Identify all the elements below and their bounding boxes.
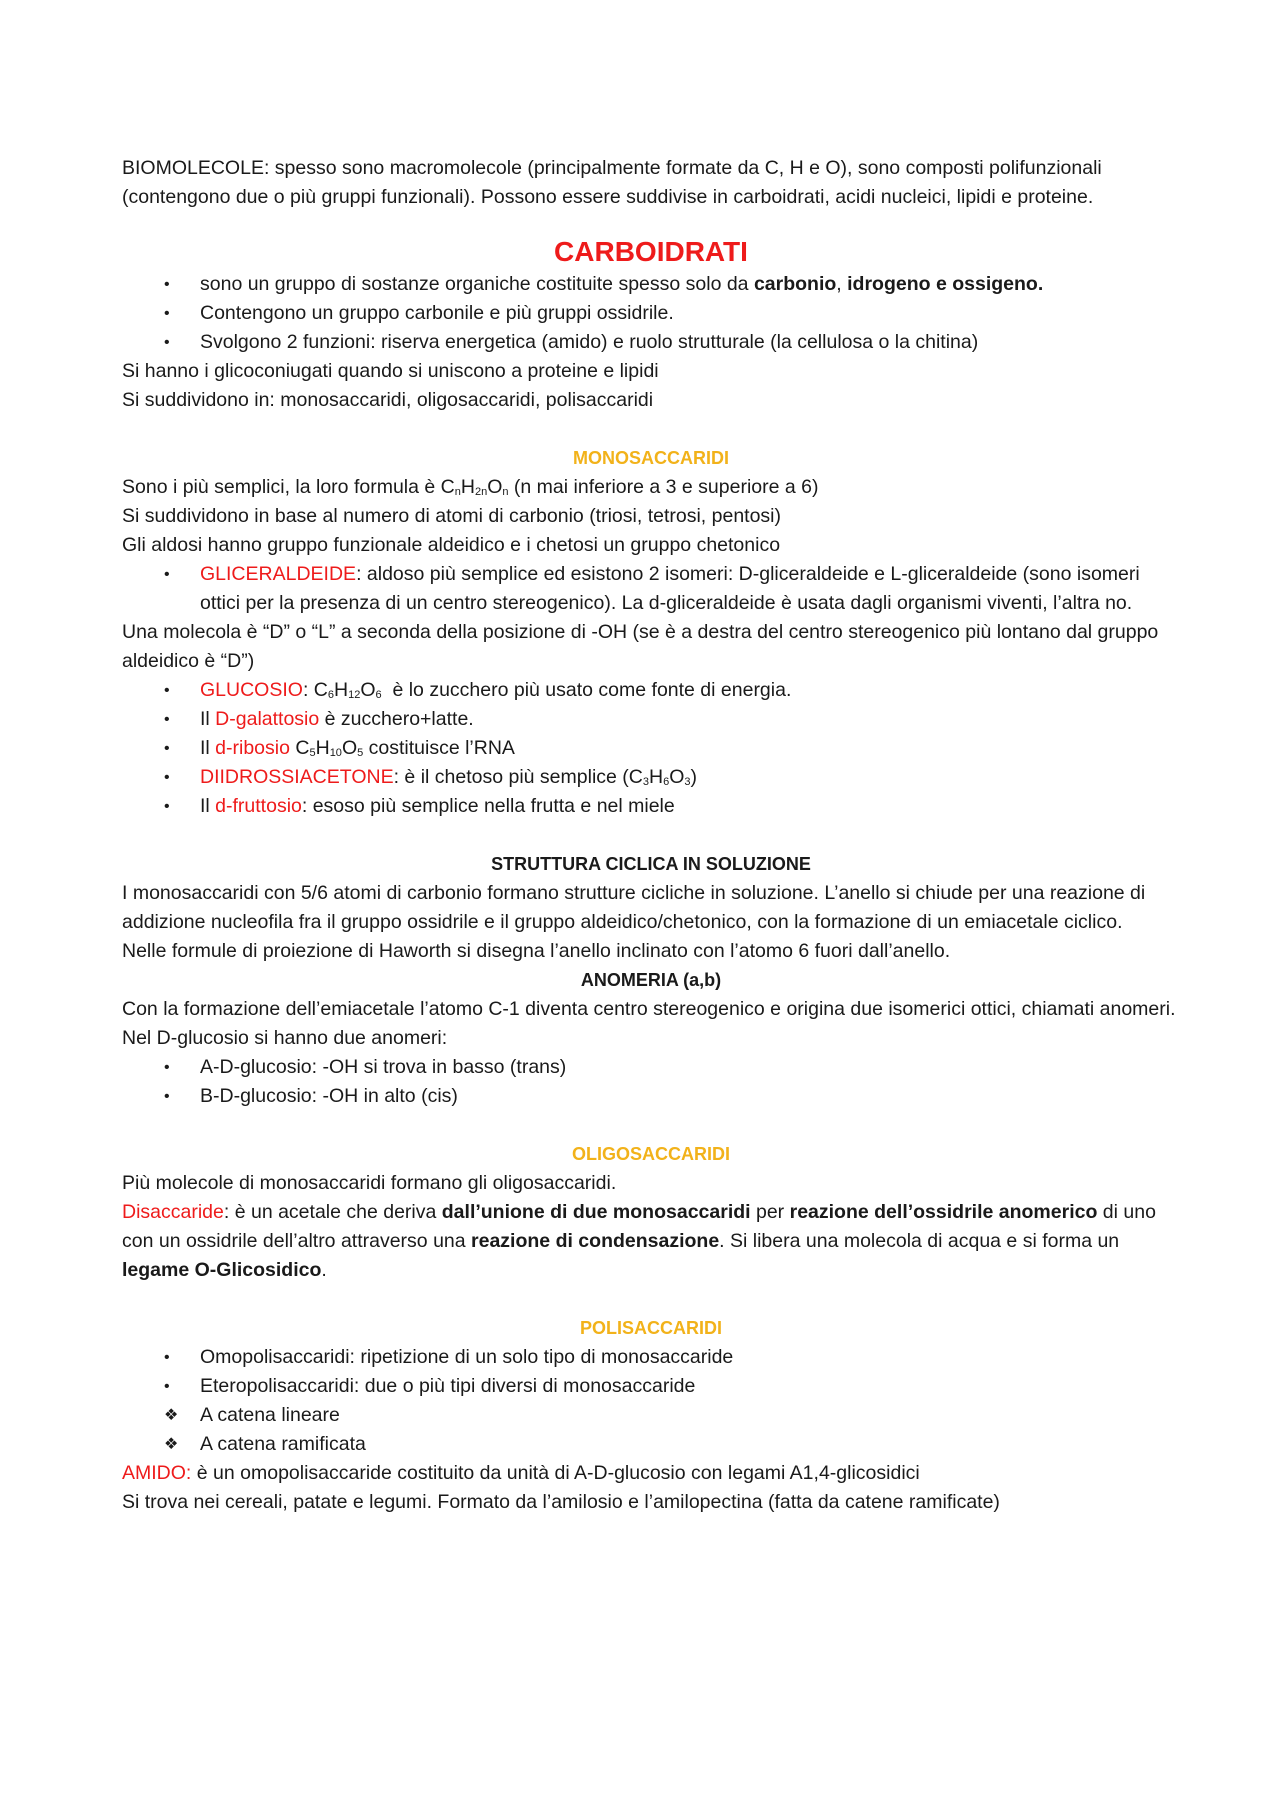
text-span: è lo zucchero più usato come fonte di energia. — [381, 679, 792, 701]
text-span: : è il chetoso più semplice (C — [393, 766, 643, 788]
list-item — [122, 1430, 1180, 1459]
text-span: sono un gruppo di sostanze organiche costituite spesso solo da — [200, 273, 754, 295]
bold-text: reazione di condensazione — [471, 1230, 720, 1252]
paragraph: Più molecole di monosaccaridi formano gli oligosaccaridi. — [122, 1172, 617, 1194]
text-span: ) — [690, 766, 698, 788]
bold-text: legame O-Glicosidico — [122, 1259, 322, 1281]
text-span: : aldoso più semplice ed esistono 2 isomeri: D-gliceraldeide e L-gliceraldeide (sono isomeri ottici per la presenza di un centro stereogenico). La d-gliceraldeide è usata dagli organismi viventi, l’altra no. — [200, 563, 1140, 614]
bullet-icon: • — [164, 740, 170, 757]
heading-polisaccaridi: POLISACCARIDI — [579, 1318, 722, 1338]
bold-text: reazione dell’ossidrile anomerico — [789, 1201, 1098, 1223]
text-span: H — [333, 679, 349, 701]
bold-text: idrogeno e ossigeno. — [847, 273, 1044, 295]
text-span: O — [341, 737, 358, 759]
amido-paragraph — [122, 1459, 1180, 1488]
list-item — [122, 328, 1180, 357]
subscript: n — [502, 486, 509, 498]
term-glucosio: GLUCOSIO — [200, 679, 303, 701]
list-item — [122, 705, 1180, 734]
list-item — [122, 299, 1180, 328]
bold-text: dall’unione di due monosaccaridi — [441, 1201, 751, 1223]
bullet-icon: • — [164, 334, 170, 351]
term-fruttosio: d-fruttosio — [215, 795, 302, 817]
heading-struttura-ciclica: STRUTTURA CICLICA IN SOLUZIONE — [491, 854, 811, 874]
bullet-icon: • — [164, 305, 170, 322]
subscript: 3 — [684, 776, 691, 788]
text-span: Il — [200, 795, 216, 817]
text-span: O — [360, 679, 376, 701]
paragraph: Una molecola è “D” o “L” a seconda della posizione di -OH (se è a destra del centro stereogenico più lontano dal gruppo aldeidico è “D”) — [122, 621, 1159, 672]
text-span: costituisce l’RNA — [363, 737, 515, 759]
text-span: per — [750, 1201, 790, 1223]
list-item — [122, 1401, 1180, 1430]
text-span: A-D-glucosio: -OH si trova in basso (trans) — [200, 1056, 567, 1078]
heading-oligosaccaridi: OLIGOSACCARIDI — [571, 1144, 730, 1164]
diamond-bullet-icon: ❖ — [164, 1407, 179, 1424]
text-span: . — [321, 1259, 327, 1281]
bullet-icon: • — [164, 769, 170, 786]
diamond-bullet-icon: ❖ — [164, 1436, 179, 1453]
text-span: di uno con un ossidrile dell’altro attraverso una — [122, 1201, 1156, 1252]
subscript: 6 — [327, 689, 334, 701]
subscript: 12 — [348, 689, 361, 701]
monosaccharide-examples-list — [122, 676, 1180, 821]
bullet-icon: • — [164, 682, 170, 699]
heading-anomeria: ANOMERIA (a,b) — [580, 970, 722, 990]
list-item — [122, 676, 1180, 705]
term-amido: AMIDO: — [122, 1462, 192, 1484]
text-span: è un omopolisaccaride costituito da unità di A-D-glucosio con legami A1,4-glicosidici — [191, 1462, 920, 1484]
anomeri-list — [122, 1053, 1180, 1111]
list-item — [122, 1343, 1180, 1372]
paragraph: Gli aldosi hanno gruppo funzionale aldeidico e i chetosi un gruppo chetonico — [122, 534, 781, 556]
list-item — [122, 560, 1180, 618]
intro-paragraph: BIOMOLECOLE: spesso sono macromolecole (principalmente formate da C, H e O), sono composti polifunzionali (contengono due o più gruppi funzionali). Possono essere suddivise in carboidrati, acidi nucleici, lipidi e proteine. — [122, 157, 1102, 208]
term-diidrossiacetone: DIIDROSSIACETONE — [200, 766, 394, 788]
paragraph: Nelle formule di proiezione di Haworth si disegna l’anello inclinato con l’atomo 6 fuori dall’anello. — [122, 940, 951, 962]
paragraph: Si hanno i glicoconiugati quando si uniscono a proteine e lipidi — [122, 360, 659, 382]
subscript: 5 — [357, 747, 364, 759]
bullet-icon: • — [164, 566, 170, 583]
text-span: Contengono un gruppo carbonile e più gruppi ossidrile. — [200, 302, 674, 324]
text-span: (n mai inferiore a 3 e superiore a 6) — [508, 476, 819, 498]
subscript: 5 — [309, 747, 316, 759]
text-span: è zucchero+latte. — [319, 708, 474, 730]
gliceraldeide-list — [122, 560, 1180, 618]
term-galattosio: D-galattosio — [215, 708, 320, 730]
subscript: 2n — [474, 486, 488, 498]
carbo-bullet-list — [122, 270, 1180, 357]
text-span: Omopolisaccaridi: ripetizione di un solo tipo di monosaccaride — [200, 1346, 734, 1368]
text-span: O — [487, 476, 503, 498]
bullet-icon: • — [164, 711, 170, 728]
text-span: H — [315, 737, 330, 759]
bullet-icon: • — [164, 798, 170, 815]
list-item — [122, 734, 1180, 763]
heading-monosaccaridi: MONOSACCARIDI — [573, 448, 729, 468]
paragraph: I monosaccaridi con 5/6 atomi di carbonio formano strutture cicliche in soluzione. L’anello si chiude per una reazione di addizione nucleofila fra il gruppo ossidrile e il gruppo aldeidico/chetonico, con la formazione di un emiacetale ciclico. — [122, 882, 1146, 933]
text-span: Svolgono 2 funzioni: riserva energetica (amido) e ruolo strutturale (la cellulosa o la chitina) — [200, 331, 979, 353]
text-span: B-D-glucosio: -OH in alto (cis) — [200, 1085, 458, 1107]
text-span: Eteropolisaccaridi: due o più tipi diversi di monosaccaride — [200, 1375, 696, 1397]
subscript: n — [454, 486, 461, 498]
polisaccaridi-list — [122, 1343, 1180, 1459]
formula-paragraph — [122, 473, 1180, 502]
text-span: , — [836, 273, 848, 295]
section-title-carboidrati: CARBOIDRATI — [554, 236, 748, 267]
text-span: A catena ramificata — [200, 1433, 366, 1455]
text-span: : esoso più semplice nella frutta e nel miele — [301, 795, 675, 817]
text-span: H — [649, 766, 664, 788]
text-span: : è un acetale che deriva — [223, 1201, 442, 1223]
term-gliceraldeide: GLICERALDEIDE — [200, 563, 357, 585]
paragraph: Si trova nei cereali, patate e legumi. Formato da l’amilosio e l’amilopectina (fatta da catene ramificate) — [122, 1491, 1000, 1513]
bullet-icon: • — [164, 1378, 170, 1395]
text-span: : C — [302, 679, 328, 701]
bullet-icon: • — [164, 1349, 170, 1366]
subscript: 3 — [642, 776, 649, 788]
text-span: C — [289, 737, 310, 759]
paragraph: Con la formazione dell’emiacetale l’atomo C-1 diventa centro stereogenico e origina due isomerici ottici, chiamati anomeri. Nel D-glucosio si hanno due anomeri: — [122, 998, 1176, 1049]
paragraph: Si suddividono in base al numero di atomi di carbonio (triosi, tetrosi, pentosi) — [122, 505, 782, 527]
text-span: Il — [200, 708, 216, 730]
bullet-icon: • — [164, 1059, 170, 1076]
term-disaccaride: Disaccaride — [122, 1201, 224, 1223]
list-item — [122, 1053, 1180, 1082]
list-item — [122, 763, 1180, 792]
subscript: 6 — [663, 776, 670, 788]
list-item — [122, 1082, 1180, 1111]
disaccaride-paragraph — [122, 1198, 1180, 1285]
term-ribosio: d-ribosio — [215, 737, 290, 759]
text-span: H — [460, 476, 475, 498]
subscript: 6 — [375, 689, 382, 701]
subscript: 10 — [329, 747, 342, 759]
list-item — [122, 792, 1180, 821]
text-span: O — [669, 766, 685, 788]
list-item — [122, 270, 1180, 299]
text-span: . Si libera una molecola di acqua e si forma un — [719, 1230, 1120, 1252]
text-span: Sono i più semplici, la loro formula è C — [122, 476, 455, 498]
bold-text: carbonio — [753, 273, 837, 295]
text-span: A catena lineare — [200, 1404, 340, 1426]
list-item — [122, 1372, 1180, 1401]
bullet-icon: • — [164, 1088, 170, 1105]
paragraph: Si suddividono in: monosaccaridi, oligosaccaridi, polisaccaridi — [122, 389, 654, 411]
text-span: Il — [200, 737, 216, 759]
bullet-icon: • — [164, 276, 170, 293]
